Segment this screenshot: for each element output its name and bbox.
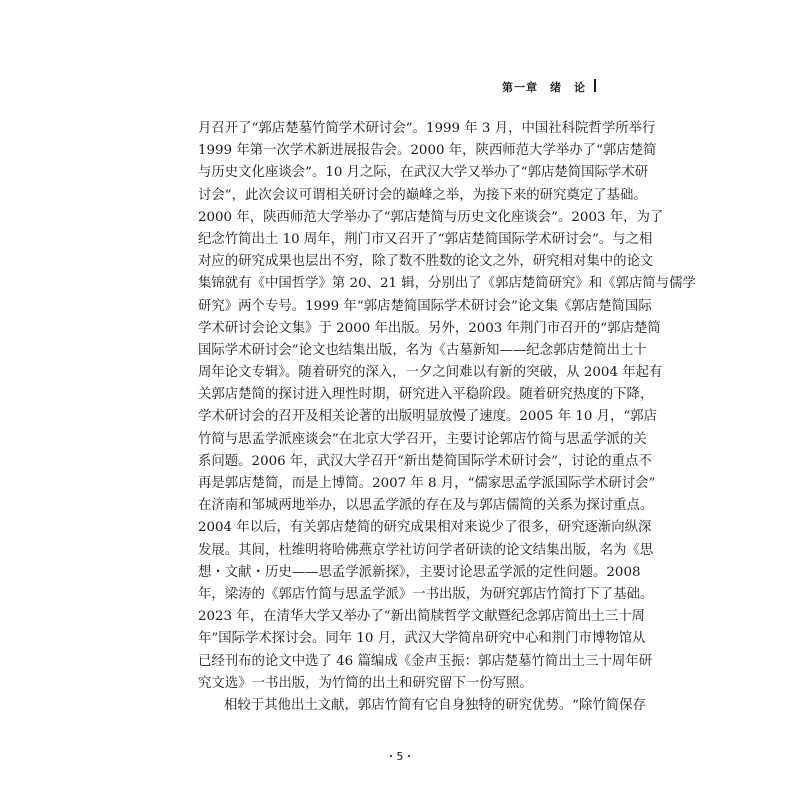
running-header: 第一章 绪 论 — [502, 81, 586, 94]
text-line: 竹简与思孟学派座谈会”在北京大学召开，主要讨论郭店竹简与思孟学派的关 — [198, 431, 647, 447]
text-line: 讨会”，此次会议可谓相关研讨会的巅峰之举，为接下来的研究奠定了基础。 — [198, 187, 647, 203]
text-line: 国际学术研讨会”论文也结集出版，名为《古墓新知——纪念郭店楚简出土十 — [198, 342, 647, 358]
text-line: 与历史文化座谈会”。10 月之际，在武汉大学又举办了“郭店楚简国际学术研 — [198, 165, 649, 181]
text-line: 2004 年以后，有关郭店楚简的研究成果相对来说少了很多，研究逐渐向纵深 — [198, 520, 652, 536]
paragraph-first-line: 相较于其他出土文献，郭店竹简有它自身独特的研究优势。“除竹简保存 — [224, 697, 646, 713]
text-line: 2023 年，在清华大学又举办了“新出简牍哲学文献暨纪念郭店简出土三十周 — [198, 609, 645, 625]
text-line: 月召开了“郭店楚墓竹简学术研讨会”。1999 年 3 月，中国社科院哲学所举行 — [198, 121, 656, 136]
text-line: 发展。其间，杜维明将哈佛燕京学社访问学者研读的论文结集出版，名为《思 — [198, 542, 654, 558]
text-line: 周年论文专辑》。随着研究的深入，一夕之间难以有新的突破，从 2004 年起有 — [198, 365, 663, 381]
page-number: ・5・ — [385, 750, 415, 763]
text-line: 对应的研究成果也层出不穷，除了数不胜数的论文之外，研究相对集中的论文 — [198, 254, 654, 270]
text-line: 集锦就有《中国哲学》第 20、21 辑，分别出了《郭店楚简研究》和《郭店简与儒学 — [198, 276, 696, 292]
text-line: 年”国际学术探讨会。同年 10 月，武汉大学简帛研究中心和荆门市博物馆从 — [198, 631, 646, 647]
text-line: 关郭店楚简的探讨进入理性时期，研究进入平稳阶段。随着研究热度的下降， — [198, 387, 654, 403]
text-line: 学术研讨会的召开及相关论著的出版明显放慢了速度。2005 年 10 月，“郭店 — [198, 409, 658, 425]
text-line: 年，梁涛的《郭店竹简与思孟学派》一书出版，为研究郭店竹简打下了基础。 — [198, 586, 654, 602]
text-line: 研究》两个专号。1999 年“郭店楚简国际学术研讨会”论文集《郭店楚简国际 — [198, 298, 652, 314]
text-line: 已经刊布的论文中选了 46 篇编成《金声玉振：郭店楚墓竹简出土三十周年研 — [198, 653, 653, 669]
text-line: 纪念竹简出土 10 周年，荆门市又召开了“郭店楚简国际学术研讨会”。与之相 — [198, 231, 653, 247]
text-line: 究文选》一书出版，为竹简的出土和研究留下一份写照。 — [198, 675, 533, 691]
header-rule-mark — [594, 79, 596, 92]
text-line: 2000 年，陕西师范大学举办了“郭店楚简与历史文化座谈会”。2003 年，为了 — [198, 209, 664, 225]
text-line: 1999 年第一次学术新进展报告会。2000 年，陕西师范大学举办了“郭店楚简 — [198, 143, 657, 159]
text-line: 系问题。2006 年，武汉大学召开“新出楚简国际学术研讨会”，讨论的重点不 — [198, 453, 652, 469]
text-line: 学术研讨会论文集》于 2000 年出版。另外，2003 年荆门市召开的“郭店楚简 — [198, 320, 661, 336]
text-line: 在济南和邹城两地举办，以思孟学派的存在及与郭店儒简的关系为探讨重点。 — [198, 498, 654, 514]
text-line: 再是郭店楚简，而是上博简。2007 年 8 月，“儒家思孟学派国际学术研讨会” — [198, 476, 656, 491]
body-text — [198, 118, 696, 717]
text-line: 想・文献・历史——思孟学派新探》，主要讨论思孟学派的定性问题。2008 — [198, 564, 641, 580]
